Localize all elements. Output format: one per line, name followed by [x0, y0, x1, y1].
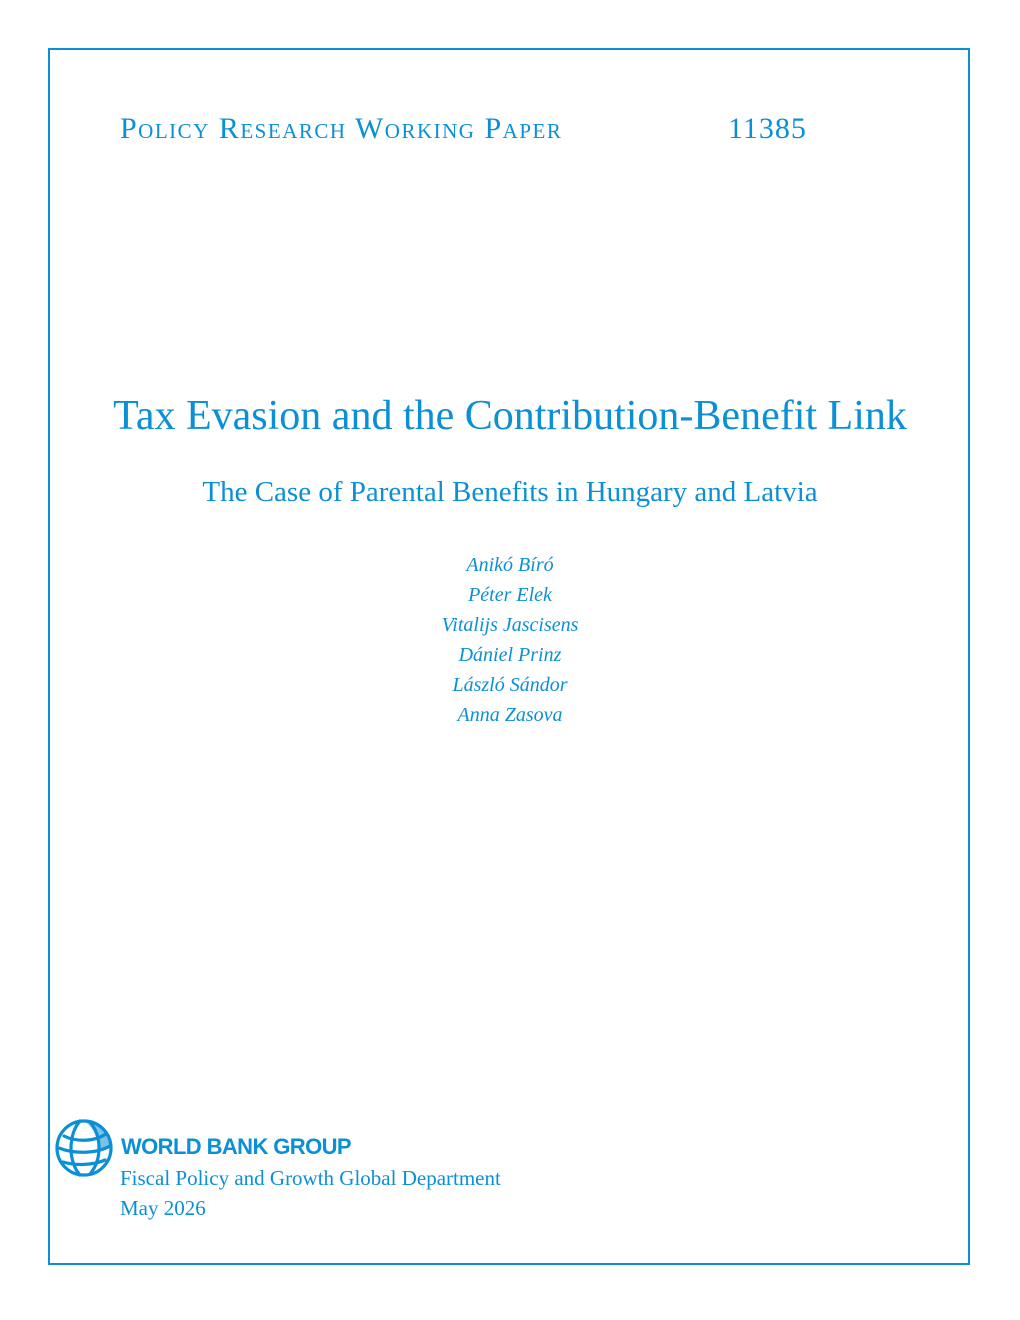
- author-name: Anikó Bíró: [466, 554, 554, 576]
- series-name: Policy Research Working Paper: [120, 112, 563, 145]
- author-name: Péter Elek: [468, 584, 552, 606]
- author-name: Vitalijs Jascisens: [441, 614, 579, 636]
- series-header: [120, 112, 820, 152]
- author-name: Anna Zasova: [457, 704, 563, 726]
- publication-date: May 2026: [120, 1196, 206, 1220]
- author-list: [0, 550, 1020, 730]
- world-bank-globe-icon: [54, 1118, 114, 1178]
- paper-title: Tax Evasion and the Contribution-Benefit Link: [113, 393, 907, 439]
- organization-name: WORLD BANK GROUP: [121, 1134, 351, 1159]
- paper-number: 11385: [728, 112, 807, 145]
- author-name: László Sándor: [452, 674, 568, 696]
- paper-subtitle: The Case of Parental Benefits in Hungary and Latvia: [202, 476, 818, 508]
- department-name: Fiscal Policy and Growth Global Department: [120, 1166, 501, 1190]
- author-name: Dániel Prinz: [458, 644, 562, 666]
